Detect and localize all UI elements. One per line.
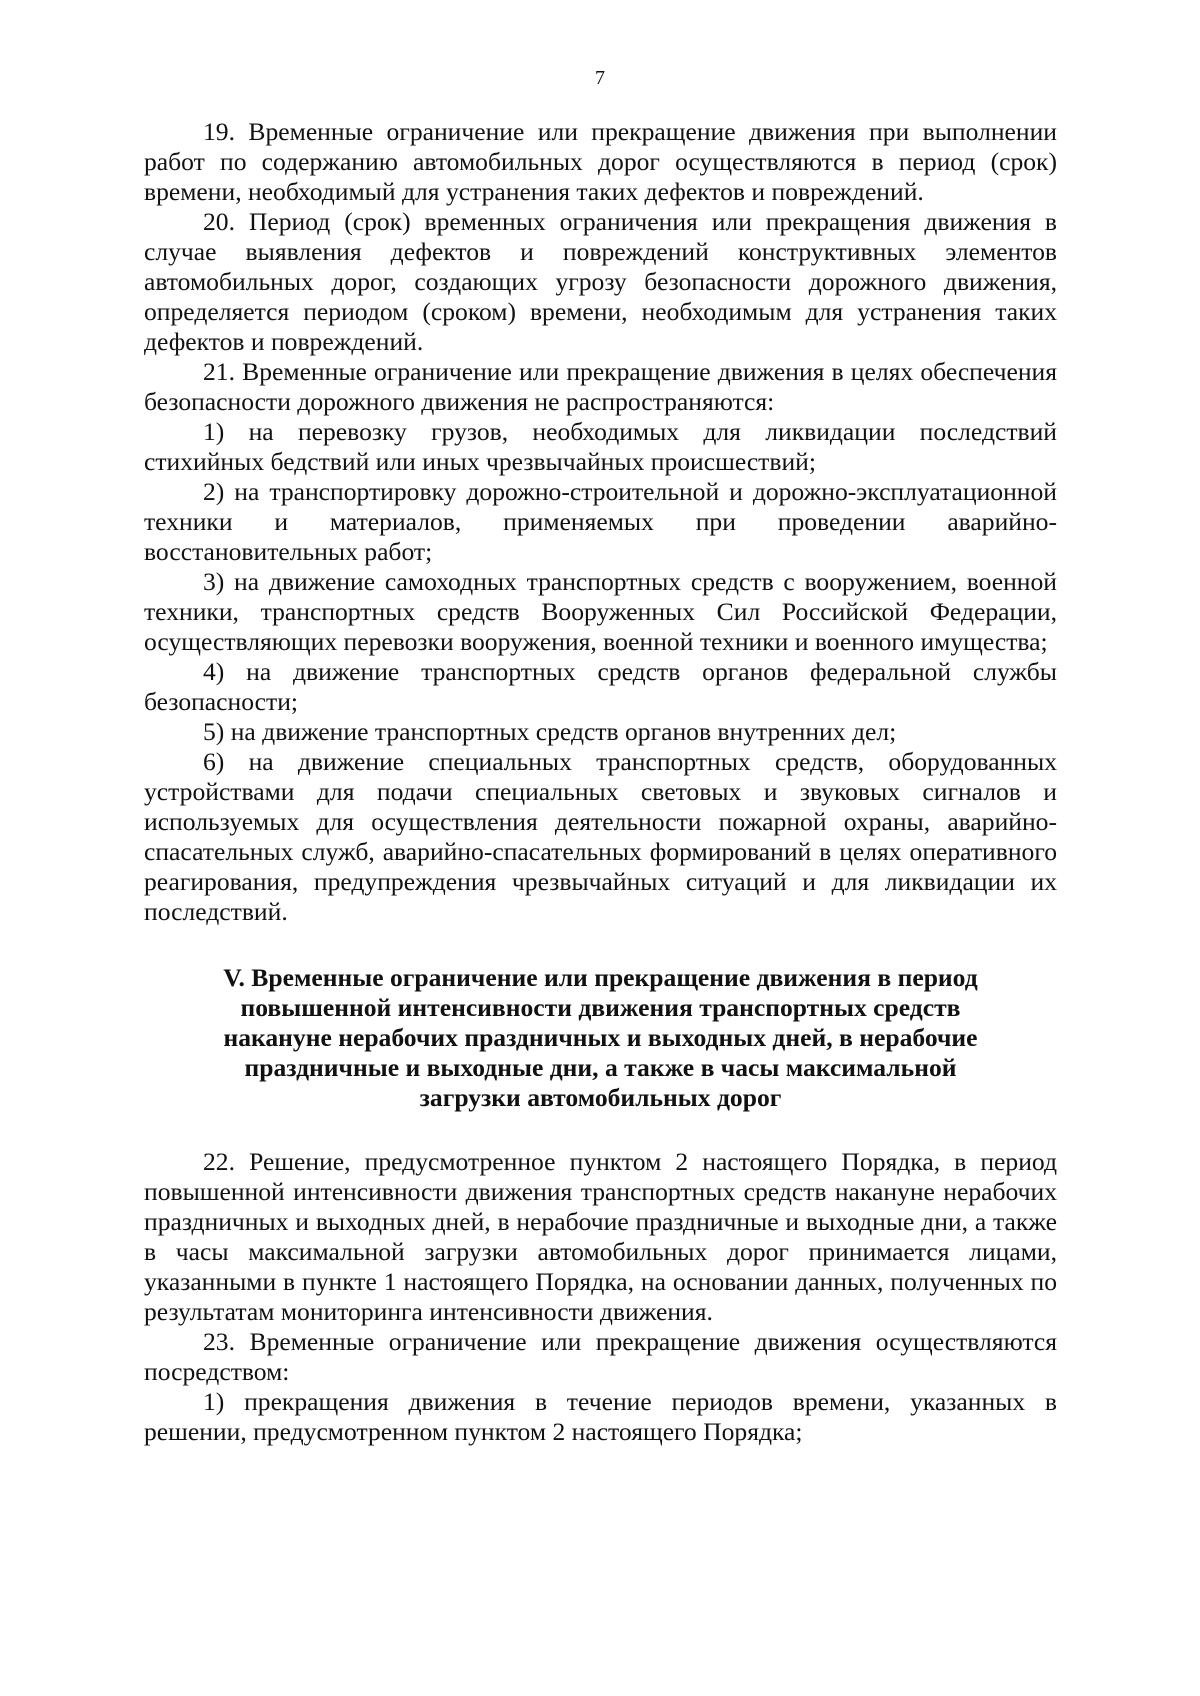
paragraph-20: 20. Период (срок) временных ограничения или прекращения движения в случае выявления дефектов и повреждений конструктивных элементов автомобильных дорог, создающих угрозу безопасности дорожного движения, определяется периодом (сроком) времени, необходимым для устранения таких дефектов и повреждений. [144,207,1057,356]
section-heading-line: праздничные и выходные дни, а также в часы максимальной [244,1053,957,1082]
document-body [144,117,1057,1447]
list-item-21-1: 1) на перевозку грузов, необходимых для ликвидации последствий стихийных бедствий или иных чрезвычайных происшествий; [144,417,1057,476]
list-item-21-6: 6) на движение специальных транспортных средств, оборудованных устройствами для подачи специальных световых и звуковых сигналов и используемых для осуществления деятельности пожарной охраны, аварийно-спасательных служб, аварийно-спасательных формирований в целях оперативного реагирования, предупреждения чрезвычайных ситуаций и для ликвидации их последствий. [144,747,1057,926]
list-item-23-1: 1) прекращения движения в течение периодов времени, указанных в решении, предусмотренном пунктом 2 настоящего Порядка; [144,1387,1057,1446]
section-heading-line: накануне нерабочих праздничных и выходных дней, в нерабочие [223,1023,978,1052]
list-item-21-5: 5) на движение транспортных средств органов внутренних дел; [203,717,897,746]
page-number: 7 [595,67,605,89]
section-heading-line: V. Временные ограничение или прекращение движения в период [223,963,978,992]
list-item-21-2: 2) на транспортировку дорожно-строительной и дорожно-эксплуатационной техники и материалов, применяемых при проведении аварийно-восстановительных работ; [144,477,1057,566]
paragraph-23: 23. Временные ограничение или прекращение движения осуществляются посредством: [144,1327,1057,1386]
section-heading-v [144,963,1057,1113]
paragraph-21: 21. Временные ограничение или прекращение движения в целях обеспечения безопасности дорожного движения не распространяются: [144,357,1057,416]
section-heading-line: повышенной интенсивности движения транспортных средств [240,993,961,1022]
paragraph-19: 19. Временные ограничение или прекращение движения при выполнении работ по содержанию автомобильных дорог осуществляются в период (срок) времени, необходимый для устранения таких дефектов и повреждений. [144,117,1057,206]
list-item-21-4: 4) на движение транспортных средств органов федеральной службы безопасности; [144,657,1057,716]
list-item-21-3: 3) на движение самоходных транспортных средств с вооружением, военной техники, транспортных средств Вооруженных Сил Российской Федерации, осуществляющих перевозки вооружения, военной техники и военного имущества; [144,567,1057,656]
paragraph-22: 22. Решение, предусмотренное пунктом 2 настоящего Порядка, в период повышенной интенсивности движения транспортных средств накануне нерабочих праздничных и выходных дней, в нерабочие праздничные и выходные дни, а также в часы максимальной загрузки автомобильных дорог принимается лицами, указанными в пункте 1 настоящего Порядка, на основании данных, полученных по результатам мониторинга интенсивности движения. [144,1147,1057,1326]
section-heading-line: загрузки автомобильных дорог [419,1083,782,1112]
